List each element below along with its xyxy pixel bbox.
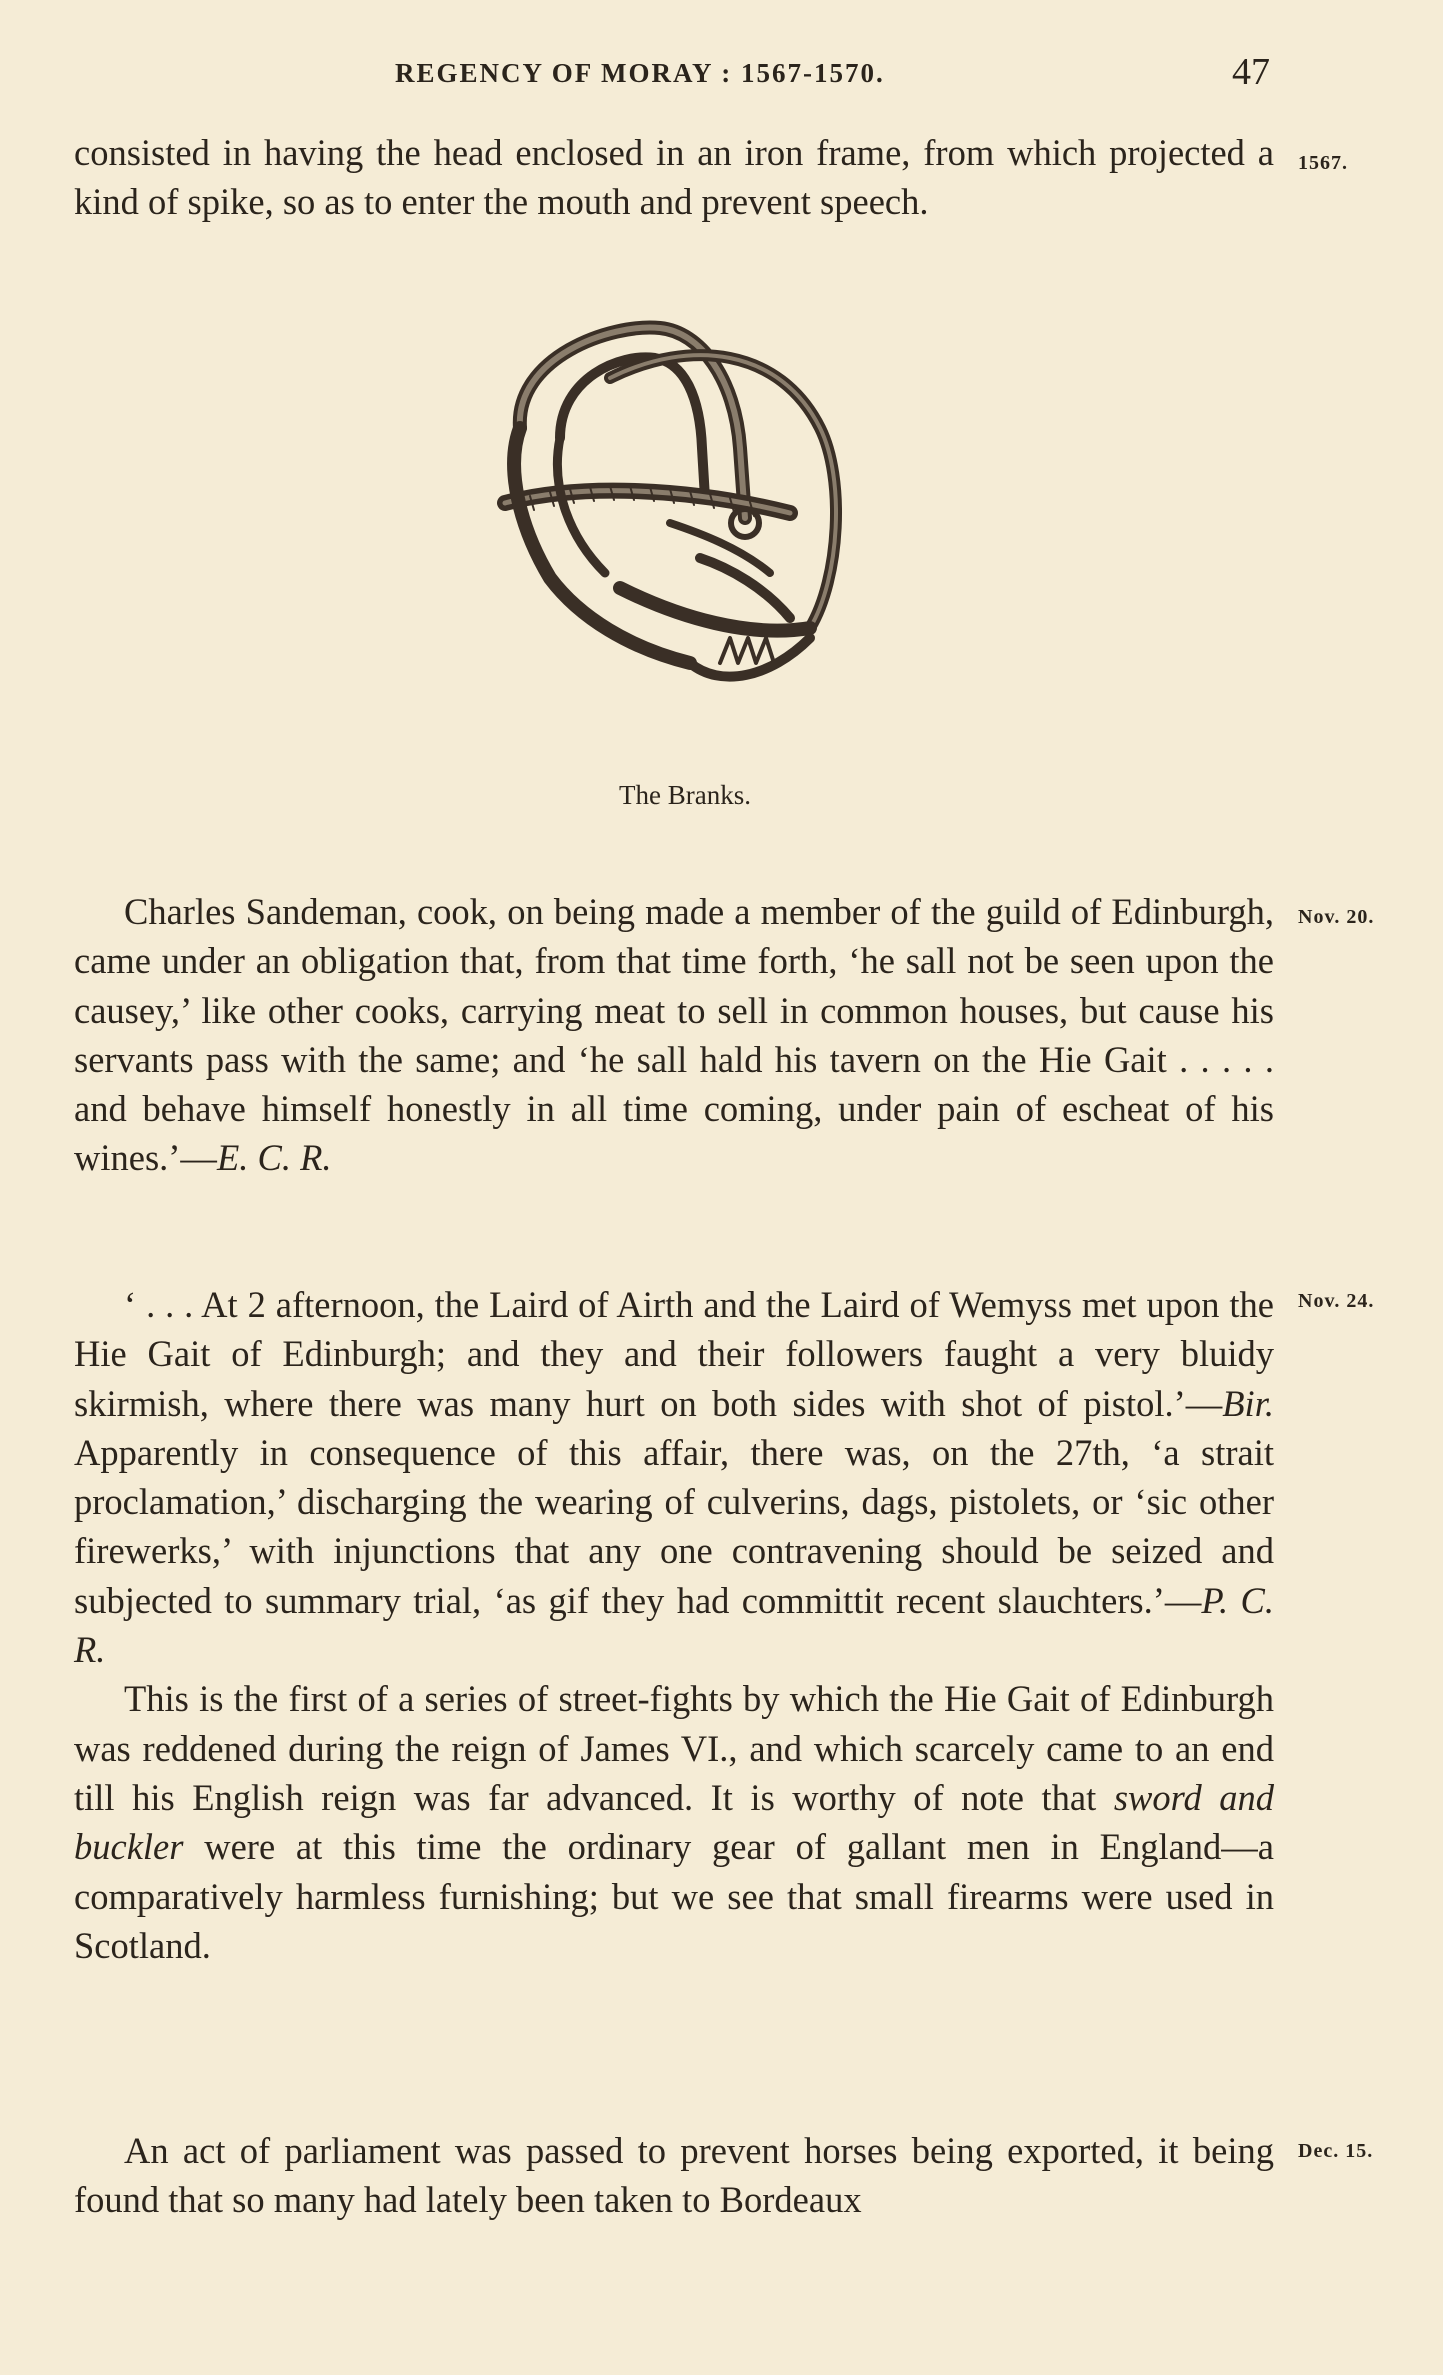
intro-paragraph [74, 128, 1274, 227]
margin-note-dec15: Dec. 15. [1298, 2140, 1374, 2162]
entry-nov24 [74, 1280, 1274, 1970]
entry-nov20-source: E. C. R. [216, 1137, 332, 1179]
margin-note-nov20: Nov. 20. [1298, 906, 1375, 928]
streetfights-text-a: This is the first of a series of street-fights by which the Hie Gait of Edinburgh was reddened during the reign of James VI., and which scarcely came to an end till his English reign was far advanced. It is worthy of note that [74, 1678, 1274, 1818]
entry-nov20 [74, 887, 1274, 1183]
entry-nov24-source-a: Bir. [1222, 1382, 1274, 1424]
running-head: REGENCY OF MORAY : 1567-1570. [395, 58, 885, 88]
page-number: 47 [1232, 51, 1270, 93]
figure-caption: The Branks. [619, 780, 751, 810]
entry-nov24-text-a: ‘ . . . At 2 afternoon, the Laird of Airth and the Laird of Wemyss met upon the Hie Gait of Edinburgh; and they and their followers faught a very bluidy skirmish, where there was many hurt on both sides with shot of pistol.’— [74, 1284, 1274, 1424]
margin-note-year: 1567. [1298, 152, 1348, 174]
streetfights-emphasis: sword and buckler [74, 1776, 1274, 1868]
margin-note-nov24: Nov. 24. [1298, 1290, 1375, 1312]
entry-dec15-text: An act of parliament was passed to prevent horses being exported, it being found that so many had lately been taken to Bordeaux [74, 2130, 1274, 2221]
entry-dec15 [74, 2126, 1274, 2225]
entry-nov20-text: Charles Sandeman, cook, on being made a member of the guild of Edinburgh, came under an obligation that, from that time forth, ‘he sall not be seen upon the causey,’ like other cooks, carrying meat to sell in common houses, but cause his servants pass with the same; and ‘he sall hald his tavern on the Hie Gait . . . . . and behave himself honestly in all time coming, under pain of escheat of his wines.’— [74, 891, 1274, 1179]
streetfights-text-b: were at this time the ordinary gear of gallant men in England—a comparatively harmless furnishing; but we see that small firearms were used in Scotland. [74, 1826, 1274, 1966]
entry-nov24-source-b: P. C. R. [74, 1579, 1275, 1671]
branks-illustration [490, 318, 870, 738]
entry-nov24-text-b: Apparently in consequence of this affair, there was, on the 27th, ‘a strait proclamation,’ discharging the wearing of culverins, dags, pistolets, or ‘sic other firewerks,’ with injunctions that any one contravening should be seized and subjected to summary trial, ‘as gif they had committit recent slauchters.’— [74, 1431, 1274, 1621]
intro-text: consisted in having the head enclosed in an iron frame, from which projected a kind of spike, so as to enter the mouth and prevent speech. [74, 132, 1274, 223]
